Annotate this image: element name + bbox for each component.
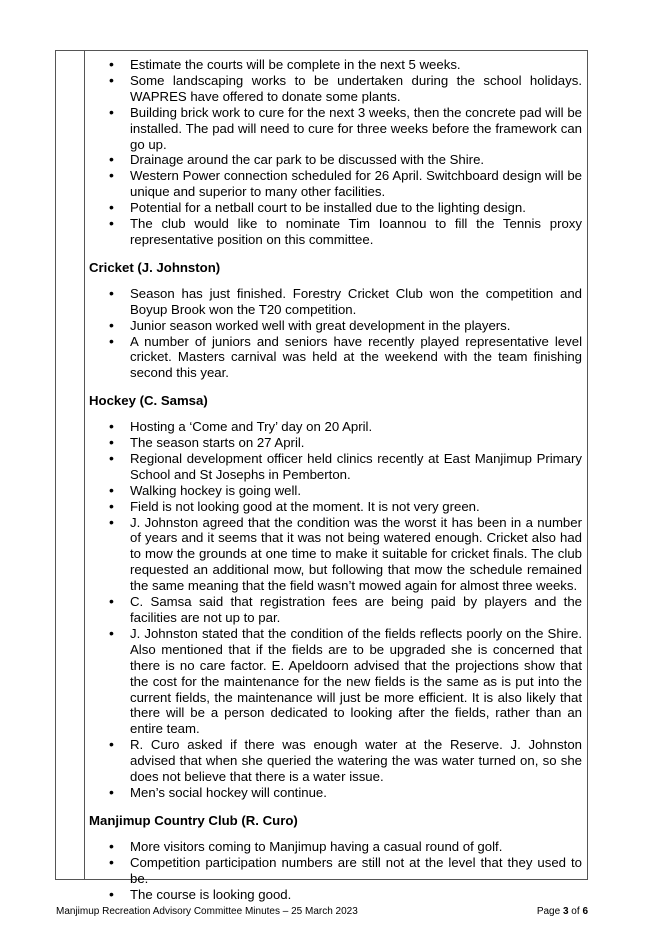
list-item: • Season has just finished. Forestry Cricket Club won the competition and Boyup Brook won the T20 competition. (130, 286, 582, 318)
list-item: • More visitors coming to Manjimup having a casual round of golf. (130, 839, 582, 855)
section (89, 260, 582, 381)
list-item: • Potential for a netball court to be installed due to the lighting design. (130, 200, 582, 216)
list-item: • Men’s social hockey will continue. (130, 785, 582, 801)
page-prefix: Page (536, 906, 563, 917)
list-item: • Junior season worked well with great development in the players. (130, 318, 582, 334)
page-current: 3 (562, 906, 569, 917)
table-column-divider (84, 51, 85, 879)
list-item: • Field is not looking good at the moment. It is not very green. (130, 499, 582, 515)
list-item: • A number of juniors and seniors have recently played representative level cricket. Masters carnival was held at the weekend with the team finishing second this year. (130, 334, 582, 382)
section-heading: Cricket (J. Johnston) (89, 259, 221, 275)
bullet-list (89, 57, 582, 248)
list-item: • Walking hockey is going well. (130, 483, 582, 499)
section (89, 393, 582, 801)
footer-page-number (537, 906, 588, 917)
section (89, 57, 582, 248)
section-heading: Manjimup Country Club (R. Curo) (89, 812, 298, 828)
section-heading: Hockey (C. Samsa) (89, 393, 208, 409)
list-item: • The course is looking good. (130, 887, 582, 903)
list-item: • Competition participation numbers are still not at the level that they used to be. (130, 855, 582, 887)
list-item: • J. Johnston agreed that the condition was the worst it has been in a number of years and it seems that it was not being watered enough. Cricket also had to mow the grounds at one time to make it suitable for cricket finals. The club requested an additional mow, but following that mow the schedule remained the same meaning that the field wasn’t mowed again for almost three weeks. (130, 515, 582, 595)
bullet-list (89, 839, 582, 903)
list-item: • R. Curo asked if there was enough water at the Reserve. J. Johnston advised that when she queried the watering the was water turned on, so she does not believe that there is a water issue. (130, 737, 582, 785)
minutes-content (89, 57, 582, 902)
section (89, 813, 582, 903)
page-total: 6 (582, 906, 588, 917)
minutes-table (55, 50, 588, 902)
footer-title: Manjimup Recreation Advisory Committee Minutes – 25 March 2023 (56, 906, 358, 917)
bullet-list (89, 419, 582, 801)
list-item: • Drainage around the car park to be discussed with the Shire. (130, 152, 582, 168)
list-item: • Some landscaping works to be undertaken during the school holidays. WAPRES have offered to donate some plants. (130, 73, 582, 105)
bullet-list (89, 286, 582, 381)
list-item: • J. Johnston stated that the condition of the fields reflects poorly on the Shire. Also mentioned that if the fields are to be upgraded she is concerned that there is no care factor. E. Apeldoorn advised that the projections show that the cost for the maintenance for the new fields is the same as is put into the current fields, the maintenance will just be more efficient. It is also likely that there will be a person dedicated to looking after the fields, rather than an entire team. (130, 626, 582, 737)
list-item: • Estimate the courts will be complete in the next 5 weeks. (130, 57, 582, 73)
list-item: • Regional development officer held clinics recently at East Manjimup Primary School and St Josephs in Pemberton. (130, 451, 582, 483)
list-item: • Building brick work to cure for the next 3 weeks, then the concrete pad will be installed. The pad will need to cure for three weeks before the framework can go up. (130, 105, 582, 153)
list-item: • Hosting a ‘Come and Try’ day on 20 April. (130, 419, 582, 435)
list-item: • The club would like to nominate Tim Ioannou to fill the Tennis proxy representative position on this committee. (130, 216, 582, 248)
list-item: • Western Power connection scheduled for 26 April. Switchboard design will be unique and superior to many other facilities. (130, 168, 582, 200)
list-item: • C. Samsa said that registration fees are being paid by players and the facilities are not up to par. (130, 594, 582, 626)
page-of: of (568, 906, 583, 917)
list-item: • The season starts on 27 April. (130, 435, 582, 451)
